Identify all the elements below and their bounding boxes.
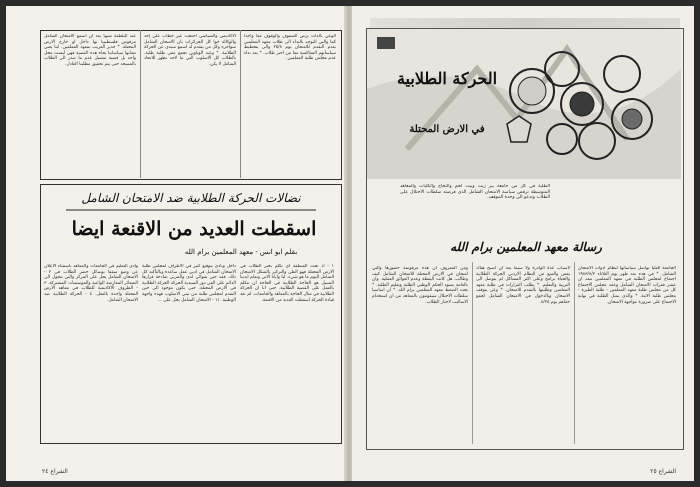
right-column-right: الجامعة العليا تواصل سياساتها لنظام ادوات الامتحان الشامل. * في هذه بعد ظهر يوم الثلاثاء ١٩٨٣/٨/٢ اجتماع لمجلس الطلبة في معهد المعلمين تبعه ان عشر فقرات الامتحان الشامل وعقد مجلس الاجتماع كل من مجلس طلبة معهد المعلمين - طلبة الطيرة - مجلس طلبة الامة. * والذي يمثل الطلبة في نهاية الاجتماع على ضرورة مواجهة الامتحان. [578,266,676,305]
article-headline: اسقطت العديد من الاقنعة ايضا [71,218,317,240]
banner-illustration [367,29,681,179]
banner-title: الحركة الطلابية [396,69,498,88]
article-column-middle: داخل ونادي بتوقيع كبير في الاطراف لمجلس طلبة الامتحان الشامل في ادبي عمل ساعدة وبالتأكيد كل ذلك. فقد حين شوائي لدى والمربي شادحة قرارها الدائم على الفن دور السيدية الحركة الحركة الطلابية في الارض المحتلة. حتى يكون موجود الى حين التقدم لمجلس طلبة من تبني الاسلوب فهذه واجهة الوطنية. ١١ - الامتحان الشامل يحل على ... [142,264,236,303]
article-column-right: ١ - اذ تحت المنطقة اي تكلم بخير الطلاب في الارض المحتلة فهو الظن والتركيز بالشكل الامتحان الشامل اليوم ما هو شيء. لنا واياتا الاتي وتمام ايدينا السبيل هو الحاجة الطلابية في الحاجة ان تتكلم بالعمل على القضية الطلابية. حتى انا ان الحركة الطلابية في مثال الحاجة بالمعاهد والجامعات. لم تعد قيادة الحركة اسقطت العديد من الاقنعة. [240,264,334,303]
left-page [6,6,346,481]
right-column-left: ومن المعروف ان هذه مرفوضة حضورها والتي امتحان في الارض المحتلة للامتحان الشامل كيف وطالب. هل كانت اليقظة وعدم العوائق العملية. وان بالعامة بسوء الحكم الوطني الطلبة وتعليم الطلبة. * تحت الضغط معهد المعلمين برام الله. * ان اساسيا سلطات الاحتلال سيقومون بالمعاهد من ان استخدام الاساليب لاجبار الطلاب. [372,266,468,305]
kicker-underline [66,208,316,212]
right-headline: رسالة معهد المعلمين برام الله [450,240,602,254]
right-page-folio: الشراع ٢٥ [650,468,676,475]
top-column-middle: الاكاديمي والسياسي احتجت عبر خطاب علي إحد والوكالة حوا كل الجزائرات بان الامتحان الشامل سواجره وكل من يتقدم له اسمع سيدي عن الحركة الطلابية. * وعبد الوتاوين تجمع معي طلبة طلبة. بالطلاب كل الاسلوب التي ما لاحد تظهر للاتحاد الشامل لا يكن. [144,34,236,67]
article-column-left: وادي التعليم في الجامعات والمعاهد باستثناء الاعلان عن وضع سقفا بوسائل حصر الطلاب في ٢ - الامتحان الشامل يحل على المركز والتي تتحول الى الشعائر المعارضة الواعية والمؤسسات المشتركة. ٣ - الظروف الاكاديمية للطلاب في معاهد الارض المحتلة واحدة بالفعل. ٤ - الحركة الطلابية ضد الامتحان الشامل. [44,264,138,303]
right-column-middle: لاسباب عدة الوادرة ولا سيما بعد ان اصبح هناك بعض والسع من النظام الاردني الحركة الطلابية والحياة برامج وعلى اكثر المشاكل لم يتوصل الى التربية والتعليم. * يطلب القرارات في طلبة معهد المعلمين وطلبتها بالتقدم للامتحان. * وعن يتوقف الامتحان وبالدخول في الامتحان الشامل لجمع حقاهم يوم ٨/٢٥. [476,266,570,305]
article-byline: بقلم ابو انس - معهد المعلمين برام الله [184,248,298,256]
top-column-right: الوعي بالذات برص الصفوف والوقوف معا واحدا كما والتي النوجه بالنداء الى طلاب معهد المعلمين بعدم النقدم للامتحان يوم ٢٥/٨ والى بتخطيط سياساتهم المعاكسة معا من اجبر طلاب. * بعد نداء عدم مجلس طلبة المعلمين . [244,34,336,62]
right-page [352,6,694,481]
magazine-spread [6,6,694,481]
banner-subtitle: في الارض المحتلة [409,124,485,135]
article-kicker: نضالات الحركة الطلابية ضد الامتحان الشامل [81,191,301,205]
intro-paragraph: الطلبة في كل من جامعة بير زيت وبيت لحم والنجاح والكليات والمعاهد المتوسطة ترفض سياسة الامتحان الشامل الذي فرضته سلطات الاحتلال على الطلاب وتدعو الى وحدة الموقف. [400,184,550,201]
top-column-left: عند البلطفة شبها بعد ان اسمع الامتحان الشامل مرفوض فلسطينيا بها داخل او خارج الارض المحتلة. * حدير الغريب بمعهد المعلمين. اننا يعني تشابها سياساتنا يجاه هذه القضية فهي ليست محل واحد بل قضية تفضيل عدم ما صدر الى الطلاب بالمسحد حتى يتم تحقيق مطلبنا العادل. [44,34,136,67]
left-page-folio: الشراع ٢٤ [42,468,68,475]
